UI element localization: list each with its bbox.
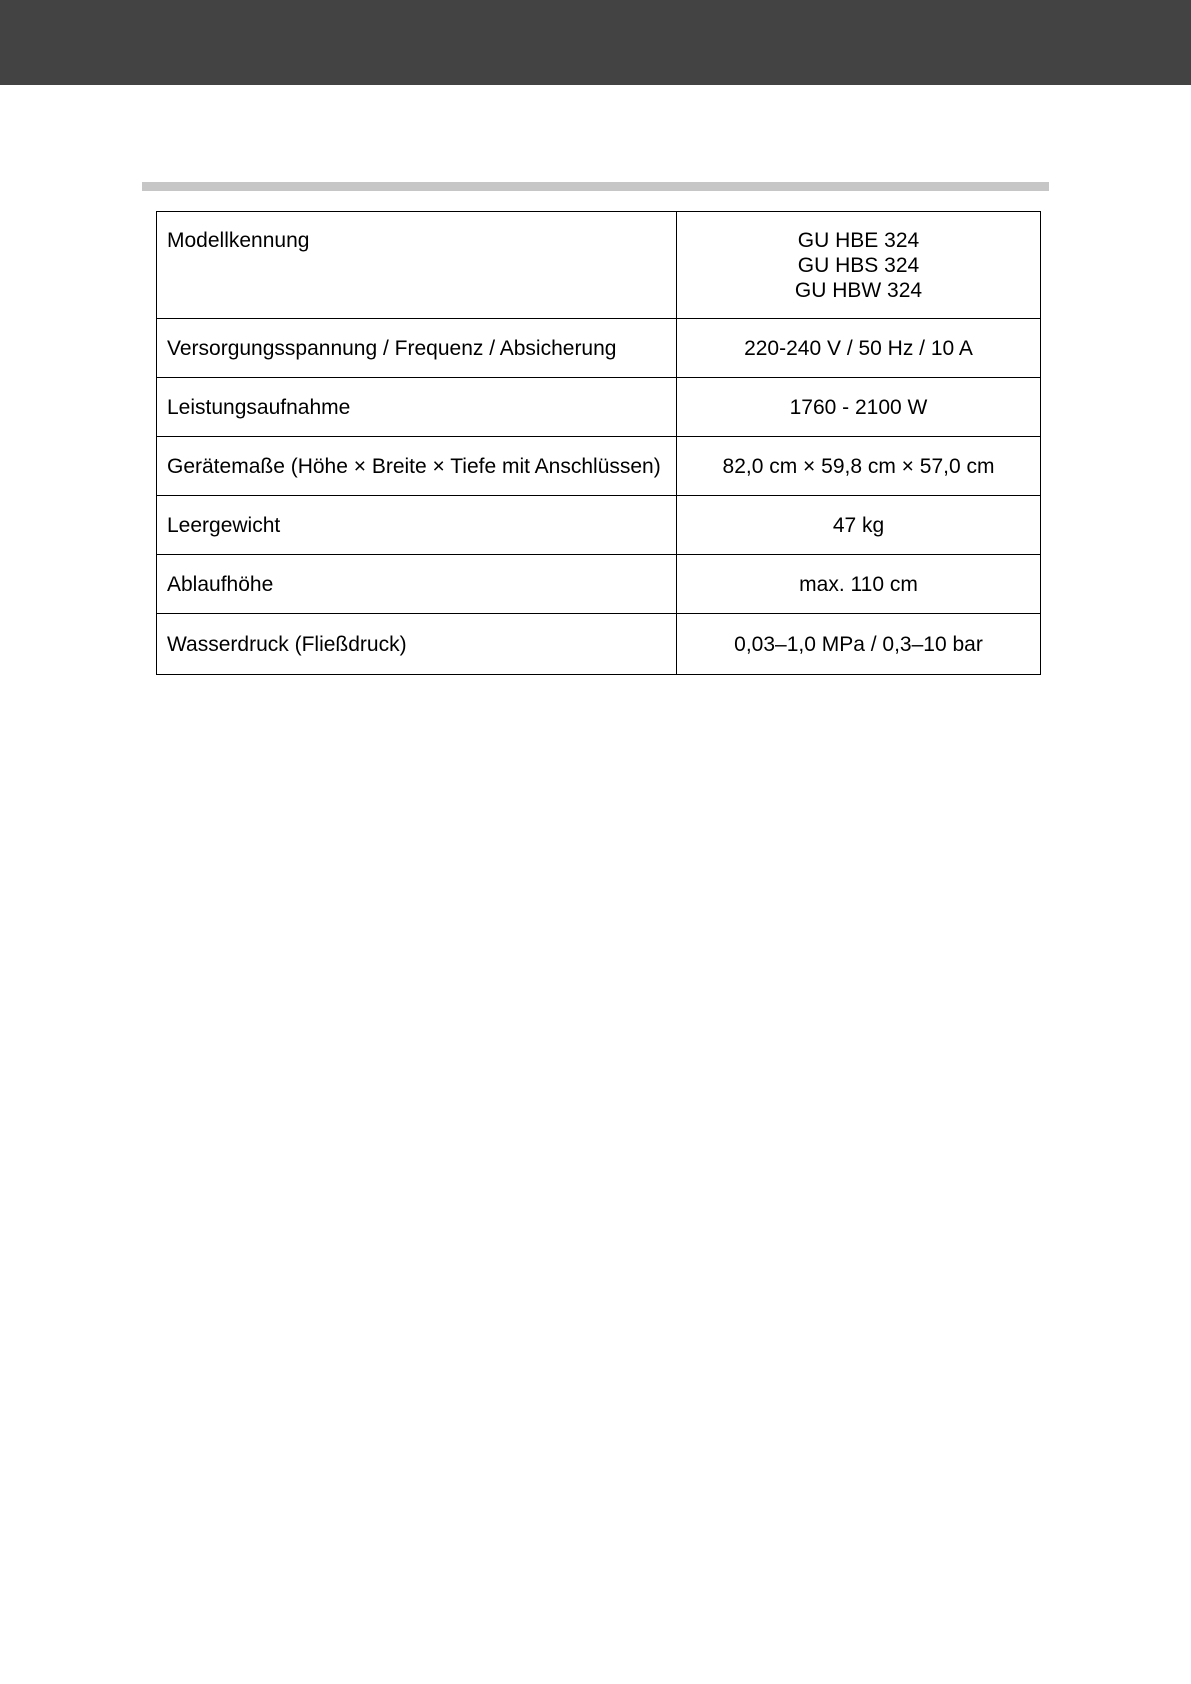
- table-row-empty-weight: [157, 496, 1041, 555]
- model-id: GU HBS 324: [797, 254, 920, 277]
- row-label: Wasserdruck (Fließdruck): [157, 614, 677, 675]
- header-bar: [0, 0, 1191, 85]
- table-row-model-id: [157, 212, 1041, 319]
- table-row-drain-height: [157, 555, 1041, 614]
- model-id: GU HBE 324: [797, 229, 920, 252]
- table-row-water-pressure: [157, 614, 1041, 675]
- table-row-power-supply: [157, 319, 1041, 378]
- row-value: 47 kg: [677, 496, 1041, 555]
- row-label: Ablaufhöhe: [157, 555, 677, 614]
- table-row-power-consumption: [157, 378, 1041, 437]
- model-id: GU HBW 324: [794, 279, 923, 302]
- row-label: Modellkennung: [157, 212, 677, 319]
- row-value: 220-240 V / 50 Hz / 10 A: [677, 319, 1041, 378]
- row-label: Leergewicht: [157, 496, 677, 555]
- row-value: 82,0 cm × 59,8 cm × 57,0 cm: [677, 437, 1041, 496]
- row-label: Leistungsaufnahme: [157, 378, 677, 437]
- section-divider: [142, 182, 1049, 191]
- row-label: Versorgungsspannung / Frequenz / Absicherung: [157, 319, 677, 378]
- technical-data-table: [156, 211, 1041, 675]
- row-value: 0,03–1,0 MPa / 0,3–10 bar: [677, 614, 1041, 675]
- row-label: Gerätemaße (Höhe × Breite × Tiefe mit Anschlüssen): [157, 437, 677, 496]
- model-values: [677, 212, 1041, 319]
- table-row-dimensions: [157, 437, 1041, 496]
- row-value: 1760 - 2100 W: [677, 378, 1041, 437]
- row-value: max. 110 cm: [677, 555, 1041, 614]
